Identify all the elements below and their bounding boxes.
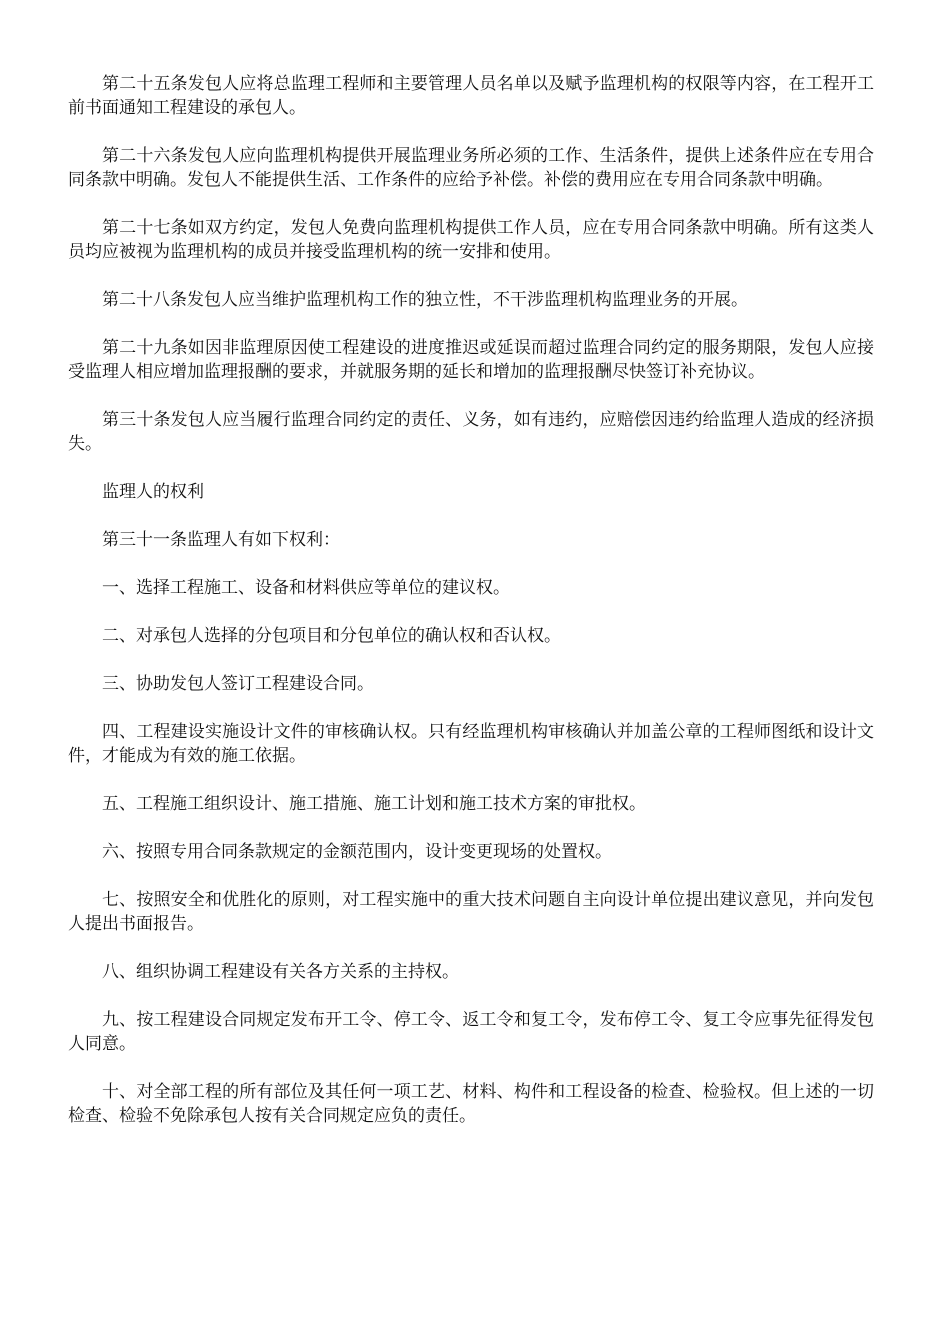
document-page	[68, 72, 874, 1152]
right-item-6: 六、按照专用合同条款规定的金额范围内，设计变更现场的处置权。	[102, 842, 612, 862]
clause-27: 第二十七条如双方约定，发包人免费向监理机构提供工作人员，应在专用合同条款中明确。所有这类人员均应被视为监理机构的成员并接受监理机构的统一安排和使用。	[68, 218, 874, 262]
right-item-9: 九、按工程建设合同规定发布开工令、停工令、返工令和复工令，发布停工令、复工令应事先征得发包人同意。	[68, 1010, 874, 1054]
right-item-5: 五、工程施工组织设计、施工措施、施工计划和施工技术方案的审批权。	[102, 794, 646, 814]
right-item-1: 一、选择工程施工、设备和材料供应等单位的建议权。	[102, 578, 510, 598]
right-item-10: 十、对全部工程的所有部位及其任何一项工艺、材料、构件和工程设备的检查、检验权。但上述的一切检查、检验不免除承包人按有关合同规定应负的责任。	[68, 1082, 874, 1126]
clause-30: 第三十条发包人应当履行监理合同约定的责任、义务，如有违约，应赔偿因违约给监理人造成的经济损失。	[68, 410, 874, 454]
clause-29: 第二十九条如因非监理原因使工程建设的进度推迟或延误而超过监理合同约定的服务期限，发包人应接受监理人相应增加监理报酬的要求，并就服务期的延长和增加的监理报酬尽快签订补充协议。	[68, 338, 874, 382]
right-item-3: 三、协助发包人签订工程建设合同。	[102, 674, 374, 694]
right-item-7: 七、按照安全和优胜化的原则，对工程实施中的重大技术问题自主向设计单位提出建议意见，并向发包人提出书面报告。	[68, 890, 874, 934]
clause-28: 第二十八条发包人应当维护监理机构工作的独立性，不干涉监理机构监理业务的开展。	[102, 290, 748, 310]
right-item-4: 四、工程建设实施设计文件的审核确认权。只有经监理机构审核确认并加盖公章的工程师图纸和设计文件，才能成为有效的施工依据。	[68, 722, 874, 766]
clause-26: 第二十六条发包人应向监理机构提供开展监理业务所必须的工作、生活条件，提供上述条件应在专用合同条款中明确。发包人不能提供生活、工作条件的应给予补偿。补偿的费用应在专用合同条款中明确。	[68, 146, 874, 190]
clause-31: 第三十一条监理人有如下权利：	[102, 530, 340, 550]
section-heading-supervisor-rights: 监理人的权利	[102, 482, 204, 502]
clause-25: 第二十五条发包人应将总监理工程师和主要管理人员名单以及赋予监理机构的权限等内容，在工程开工前书面通知工程建设的承包人。	[68, 74, 874, 118]
right-item-2: 二、对承包人选择的分包项目和分包单位的确认权和否认权。	[102, 626, 561, 646]
right-item-8: 八、组织协调工程建设有关各方关系的主持权。	[102, 962, 459, 982]
